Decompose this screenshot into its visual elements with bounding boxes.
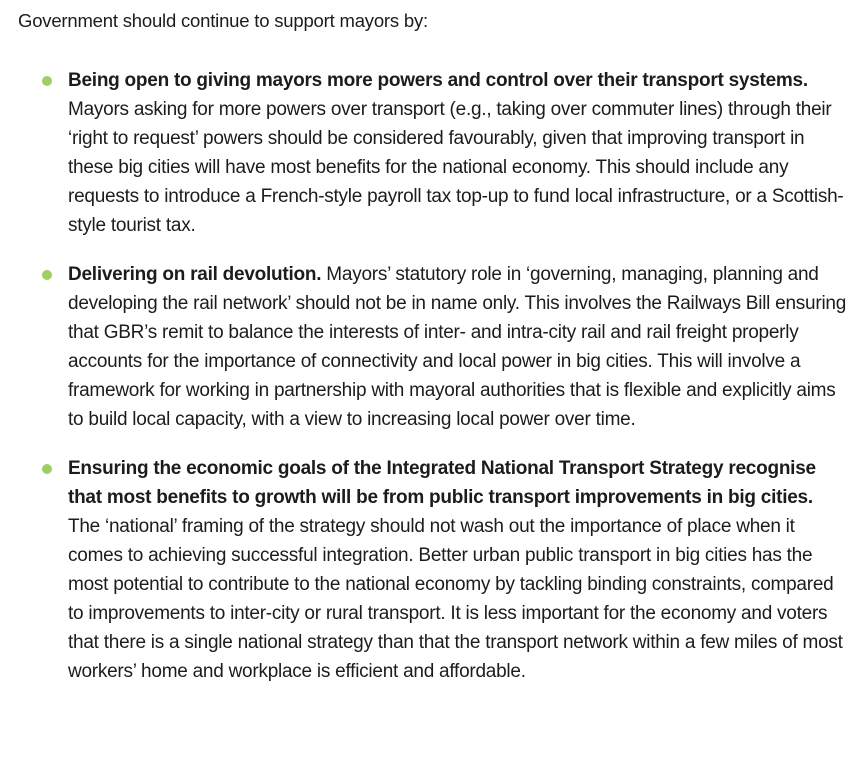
bullet-item-rail-devolution: [18, 260, 847, 434]
bullet-dot-icon: [42, 464, 52, 474]
bullet-item-powers: [18, 66, 847, 240]
bullet-paragraph: [68, 66, 847, 240]
bullet-body-text: Mayors’ statutory role in ‘governing, managing, planning and developing the rail network’ should not be in name only. This involves the Railways Bill ensuring that GBR’s remit to balance the interests of inter- and intra-city rail and rail freight properly accounts for the importance of connectivity and local power in big cities. This will involve a framework for working in partnership with mayoral authorities that is flexible and explicitly aims to build local capacity, with a view to increasing local power over time.: [68, 264, 847, 430]
bullet-paragraph: [68, 454, 847, 686]
bullet-list: [18, 66, 847, 686]
bullet-body-text: The ‘national’ framing of the strategy should not wash out the importance of place when it comes to achieving successful integration. Better urban public transport in big cities has the most potential to contribute to the national economy by tackling binding constraints, compared to improvements to inter-city or rural transport. It is less important for the economy and voters that there is a single national strategy than that the transport network within a few miles of most workers’ home and workplace is efficient and affordable.: [68, 516, 843, 682]
bullet-dot-icon: [42, 76, 52, 86]
bullet-paragraph: [68, 260, 847, 434]
bullet-item-transport-strategy: [18, 454, 847, 686]
bullet-body-text: Mayors asking for more powers over transport (e.g., taking over commuter lines) through their ‘right to request’ powers should be considered favourably, given that improving transport in these big cities will have most benefits for the national economy. This should include any requests to introduce a French-style payroll tax top-up to fund local infrastructure, or a Scottish-style tourist tax.: [68, 99, 844, 236]
bullet-dot-icon: [42, 270, 52, 280]
intro-paragraph: Government should continue to support mayors by:: [18, 10, 428, 31]
bullet-lead-text: Being open to giving mayors more powers and control over their transport systems.: [68, 70, 808, 91]
bullet-lead-text: Ensuring the economic goals of the Integrated National Transport Strategy recognise that most benefits to growth will be from public transport improvements in big cities.: [68, 458, 816, 508]
bullet-lead-text: Delivering on rail devolution.: [68, 264, 322, 285]
